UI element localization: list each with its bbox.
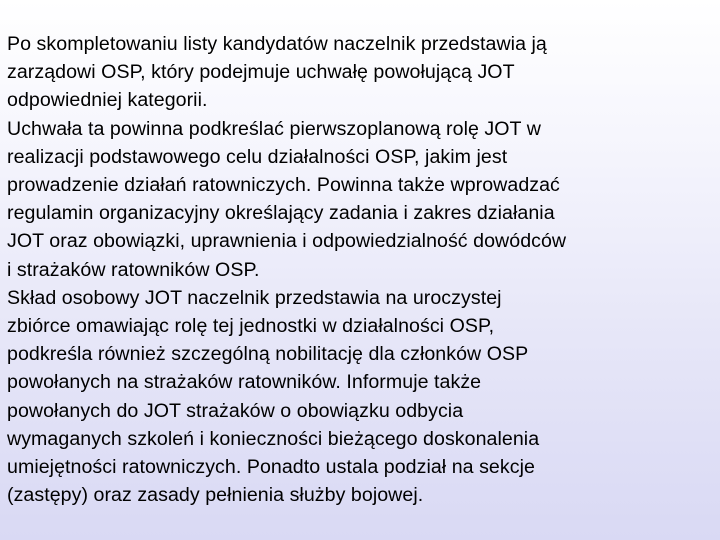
slide-body-text: [7, 30, 713, 509]
text-line: umiejętności ratowniczych. Ponadto ustala podział na sekcje: [7, 456, 535, 479]
text-line: odpowiedniej kategorii.: [7, 89, 208, 112]
text-line: podkreśla również szczególną nobilitację dla członków OSP: [7, 343, 529, 366]
paragraph-jot-resolution-intro: [7, 30, 713, 115]
text-line: i strażaków ratowników OSP.: [7, 258, 260, 281]
text-line: wymaganych szkoleń i konieczności bieżącego doskonalenia: [7, 427, 540, 450]
text-line: prowadzenie działań ratowniczych. Powinna także wprowadzać: [7, 174, 560, 197]
text-line: regulamin organizacyjny określający zadania i zakres działania: [7, 202, 555, 225]
text-line: zbiórce omawiając rolę tej jednostki w działalności OSP,: [7, 315, 495, 338]
text-line: (zastępy) oraz zasady pełnienia służby bojowej.: [7, 484, 424, 507]
paragraph-jot-composition: [7, 284, 713, 510]
text-line: Uchwała ta powinna podkreślać pierwszoplanową rolę JOT w: [7, 117, 541, 140]
text-line: JOT oraz obowiązki, uprawnienia i odpowiedzialność dowódców: [7, 230, 567, 253]
text-line: Skład osobowy JOT naczelnik przedstawia na uroczystej: [7, 286, 502, 309]
text-line: powołanych do JOT strażaków o obowiązku odbycia: [7, 399, 464, 422]
text-line: zarządowi OSP, który podejmuje uchwałę powołującą JOT: [7, 61, 515, 84]
paragraph-resolution-content: [7, 115, 713, 284]
text-line: realizacji podstawowego celu działalności OSP, jakim jest: [7, 145, 508, 168]
text-line: Po skompletowaniu listy kandydatów naczelnik przedstawia ją: [7, 33, 547, 55]
text-line: powołanych na strażaków ratowników. Informuje także: [7, 371, 482, 394]
